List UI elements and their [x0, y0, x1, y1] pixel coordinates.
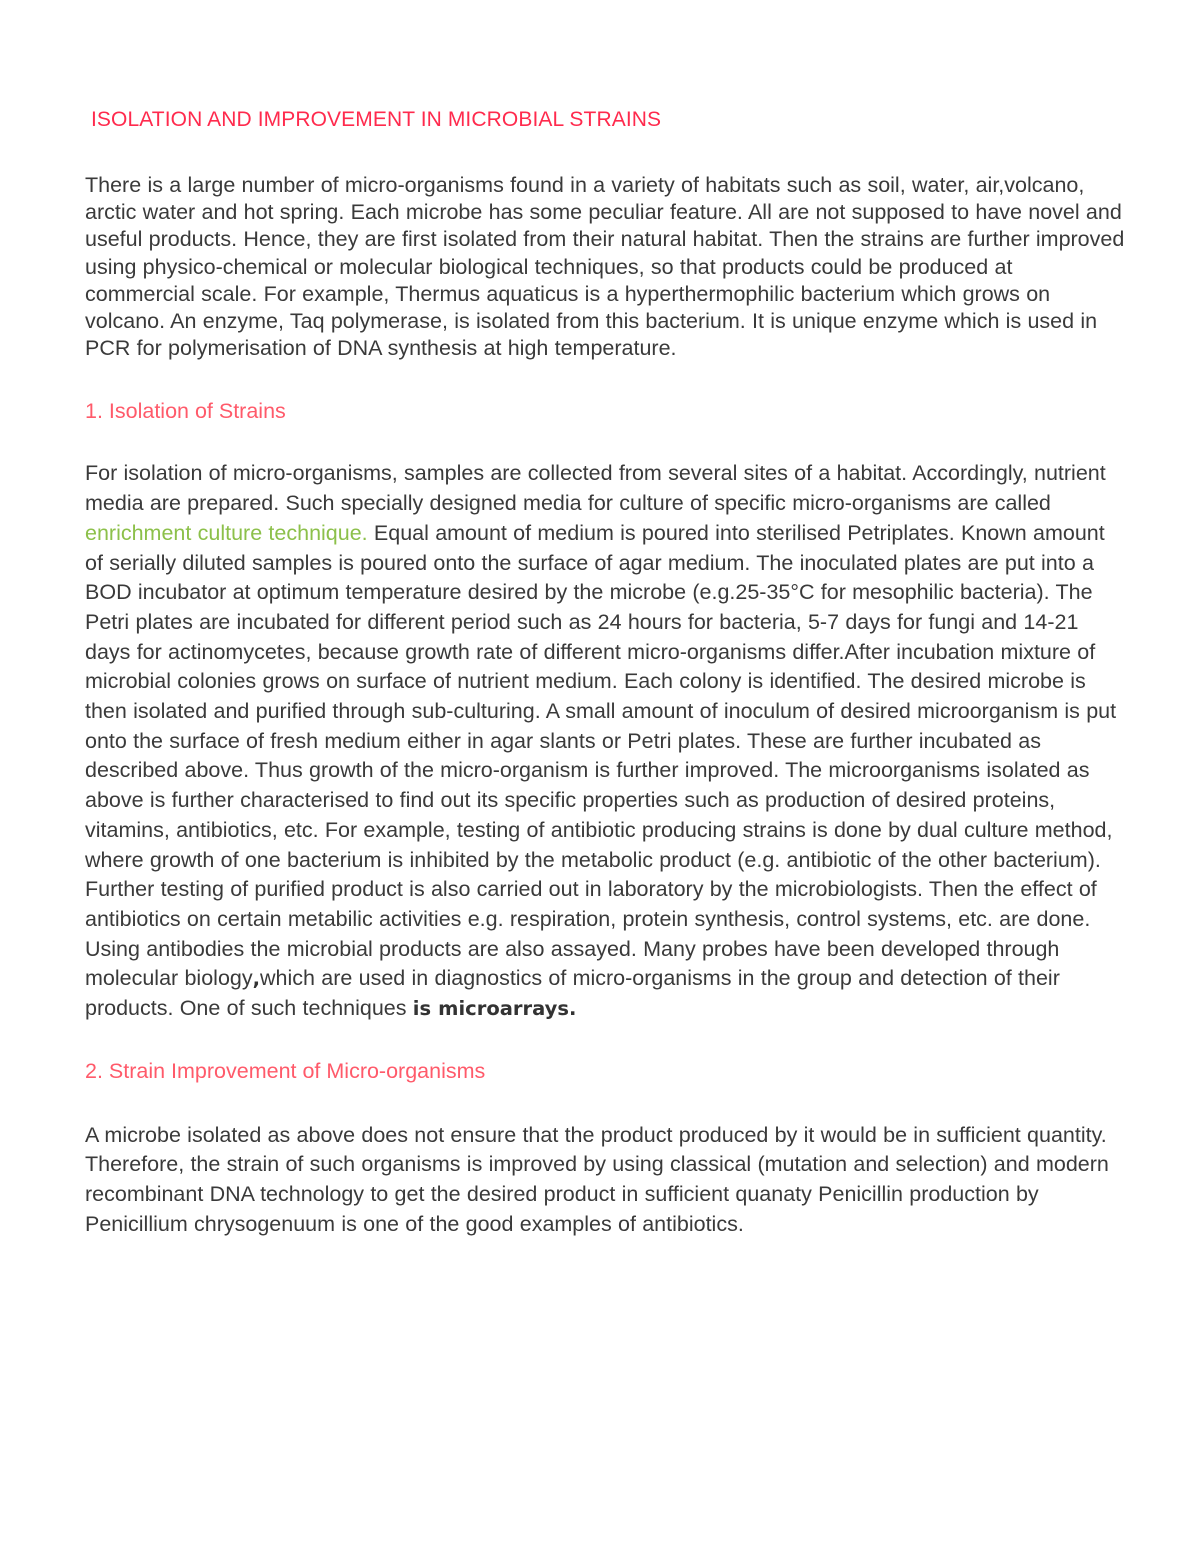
- section-heading-improvement: 2. Strain Improvement of Micro-organisms: [85, 1058, 486, 1083]
- highlighted-term: enrichment culture technique.: [85, 520, 368, 545]
- section-heading-isolation: 1. Isolation of Strains: [85, 399, 286, 424]
- bold-phrase: is microarrays.: [412, 997, 577, 1021]
- paragraph-text: For isolation of micro-organisms, samples are collected from several sites of a habitat. Accordingly, nutrient media are prepared. Such specially designed media for culture of specific micro-organisms are called: [85, 461, 1106, 516]
- paragraph-text: Equal amount of medium is poured into sterilised Petriplates. Known amount of serially diluted samples is poured onto the surface of agar medium. The inoculated plates are put into a BOD incubator at optimum temperature desired by the microbe (e.g.25-35°C for mesophilic bacteria). The Petri plates are incubated for different period such as 24 hours for bacteria, 5-7 days for fungi and 14-21 days for actinomycetes, because growth rate of different micro-organisms differ.After incubation mixture of microbial colonies grows on surface of nutrient medium. Each colony is identified. The desired microbe is then isolated and purified through sub-culturing. A small amount of inoculum of desired microorganism is put onto the surface of fresh medium either in agar slants or Petri plates. These are further incubated as described above. Thus growth of the micro-organism is further improved. The microorganisms isolated as above is further characterised to find out its specific properties such as production of desired proteins, vitamins, antibiotics, etc. For example, testing of antibiotic producing strains is done by dual culture method, where growth of one bacterium is inhibited by the metabolic product (e.g. antibiotic of the other bacterium). Further testing of purified product is also carried out in laboratory by the microbiologists. Then the effect of antibiotics on certain metabilic activities e.g. respiration, protein synthesis, control systems, etc. are done. Using antibodies the microbial products are also assayed. Many probes have been developed through molecular biology: [85, 520, 1117, 991]
- intro-paragraph: There is a large number of micro-organisms found in a variety of habitats such as soil, water, air,volcano, arctic water and hot spring. Each microbe has some peculiar feature. All are not supposed to have novel and useful products. Hence, they are first isolated from their natural habitat. Then the strains are further improved using physico-chemical or molecular biological techniques, so that products could be produced at commercial scale. For example, Thermus aquaticus is a hyperthermophilic bacterium which grows on volcano. An enzyme, Taq polymerase, is isolated from this bacterium. It is unique enzyme which is used in PCR for polymerisation of DNA synthesis at high temperature.: [85, 173, 1125, 361]
- document-page: [85, 106, 1125, 1239]
- section-paragraph-improvement: A microbe isolated as above does not ensure that the product produced by it would be in sufficient quantity. Therefore, the strain of such organisms is improved by using classical (mutation and selection) and modern recombinant DNA technology to get the desired product in sufficient quanaty Penicillin production by Penicillium chrysogenuum is one of the good examples of antibiotics.: [85, 1122, 1109, 1236]
- document-title: ISOLATION AND IMPROVEMENT IN MICROBIAL STRAINS: [91, 108, 662, 131]
- section-paragraph-isolation: [85, 459, 1125, 1023]
- paragraph-comma: ,: [252, 967, 261, 991]
- paragraph-text: which are used in diagnostics of micro-organisms in the group and detection of their products. One of such techniques: [85, 966, 1060, 1021]
